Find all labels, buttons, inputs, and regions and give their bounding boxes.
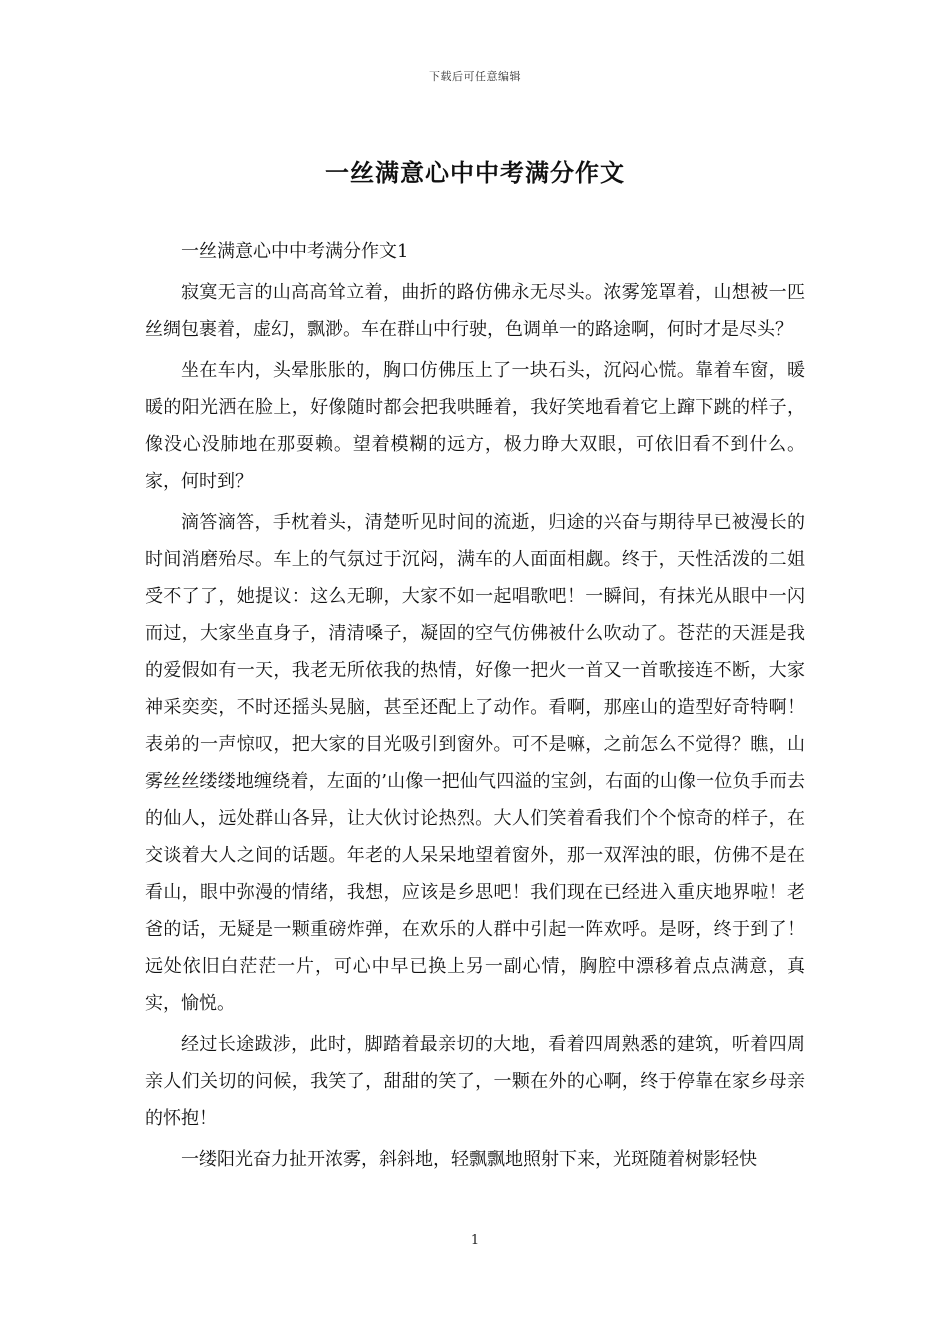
paragraph: 经过长途跋涉，此时，脚踏着最亲切的大地，看着四周熟悉的建筑，听着四周亲人们关切的问候，我笑了，甜甜的笑了，一颗在外的心啊，终于停靠在家乡母亲的怀抱！ [145,1034,805,1129]
paragraph: 寂寞无言的山高高耸立着，曲折的路仿佛永无尽头。浓雾笼罩着，山想被一匹丝绸包裹着，虚幻，飘渺。车在群山中行驶，色调单一的路途啊，何时才是尽头？ [145,282,805,340]
document-title: 一丝满意心中中考满分作文 [325,158,625,187]
page-number: 1 [470,1233,480,1248]
paragraph: 坐在车内，头晕胀胀的，胸口仿佛压上了一块石头，沉闷心慌。靠着车窗，暖暖的阳光洒在脸上，好像随时都会把我哄睡着，我好笑地看着它上蹿下跳的样子，像没心没肺地在那耍赖。望着模糊的远方，极力睁大双眼，可依旧看不到什么。家，何时到？ [145,360,805,492]
paragraph-subtitle: 一丝满意心中中考满分作文1 [181,241,409,262]
paragraph: 一缕阳光奋力扯开浓雾，斜斜地，轻飘飘地照射下来，光斑随着树影轻快 [181,1149,757,1170]
paragraph: 滴答滴答，手枕着头，清楚听见时间的流逝，归途的兴奋与期待早已被漫长的时间消磨殆尽。车上的气氛过于沉闷，满车的人面面相觑。终于，天性活泼的二姐受不了了，她提议：这么无聊，大家不如一起唱歌吧！一瞬间，有抹光从眼中一闪而过，大家坐直身子，清清嗓子，凝固的空气仿佛被什么吹动了。苍茫的天涯是我的爱假如有一天，我老无所依我的热情，好像一把火一首又一首歌接连不断，大家神采奕奕，不时还摇头晃脑，甚至还配上了动作。看啊，那座山的造型好奇特啊！表弟的一声惊叹，把大家的目光吸引到窗外。可不是嘛，之前怎么不觉得？瞧，山雾丝丝缕缕地缠绕着，左面的’山像一把仙气四溢的宝剑，右面的山像一位负手而去的仙人，远处群山各异，让大伙讨论热烈。大人们笑着看我们个个惊奇的样子，在交谈着大人之间的话题。年老的人呆呆地望着窗外，那一双浑浊的眼，仿佛不是在看山，眼中弥漫的情绪，我想，应该是乡思吧！我们现在已经进入重庆地界啦！老爸的话，无疑是一颗重磅炸弹，在欢乐的人群中引起一阵欢呼。是呀，终于到了！远处依旧白茫茫一片，可心中早已换上另一副心情，胸腔中漂移着点点满意，真实，愉悦。 [145,512,805,1014]
header-note: 下载后可任意编辑 [429,70,521,83]
document-body [145,233,805,1182]
